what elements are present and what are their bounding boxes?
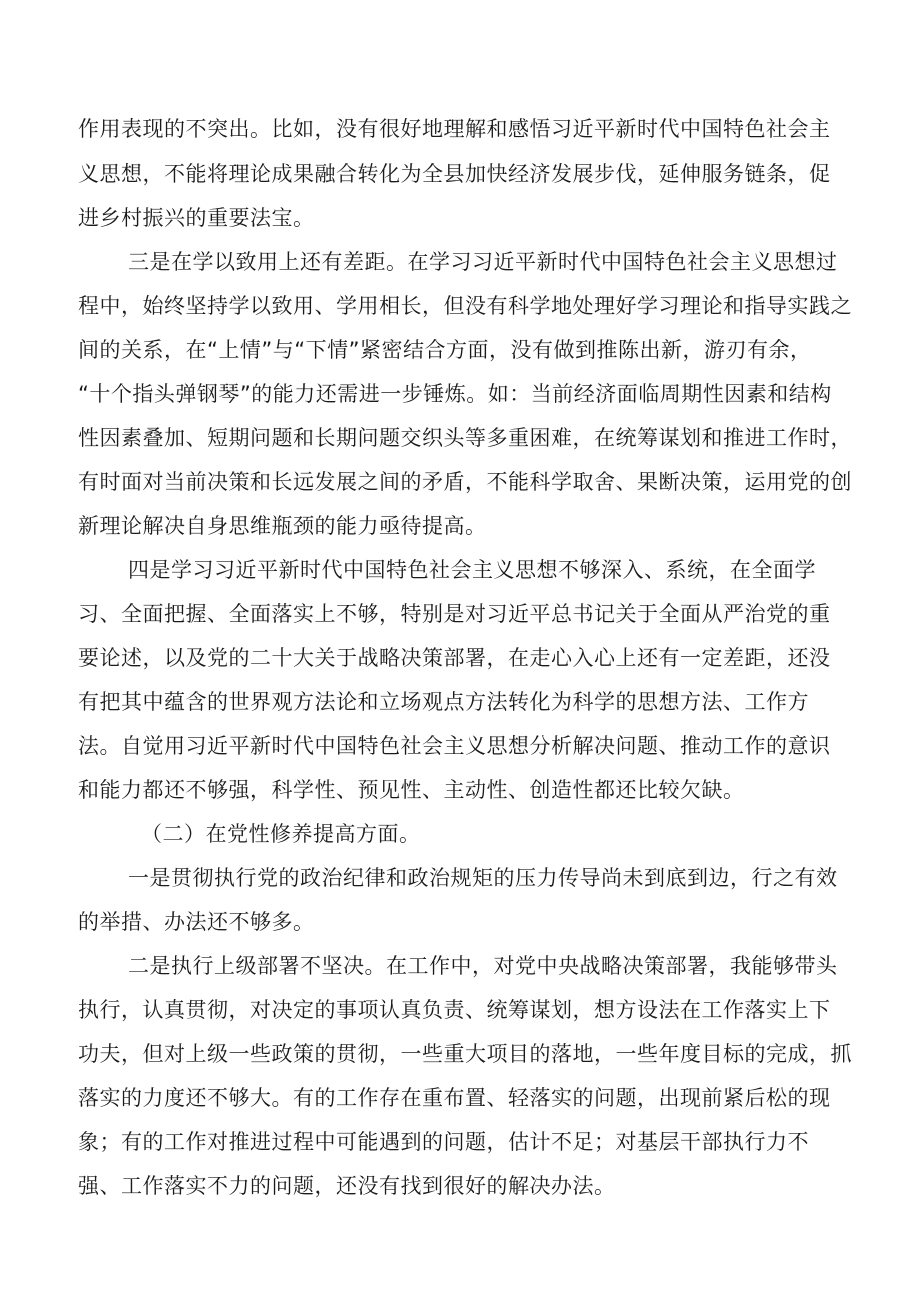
text-line: 新理论解决自身思维瓶颈的能力亟待提高。 [78,514,487,538]
text-line: 落实的力度还不够大。有的工作存在重布置、轻落实的问题，出现前紧后松的现 [78,1086,831,1110]
text-line: 进乡村振兴的重要法宝。 [78,206,315,230]
text-line: 二是执行上级部署不坚决。在工作中，对党中央战略决策部署，我能够带头 [128,954,838,978]
text-line: 四是学习习近平新时代中国特色社会主义思想不够深入、系统，在全面学 [128,558,816,582]
text-line: 的举措、办法还不够多。 [78,910,315,934]
text-line: 有把其中蕴含的世界观方法论和立场观点方法转化为科学的思想方法、工作方 [78,690,809,714]
text-line: 间的关系，在“上情”与“下情”紧密结合方面，没有做到推陈出新，游刃有余， [78,338,812,362]
text-line: 作用表现的不突出。比如，没有很好地理解和感悟习近平新时代中国特色社会主 [78,117,831,141]
text-line: 义思想，不能将理论成果融合转化为全县加快经济发展步伐，延伸服务链条，促 [78,162,831,186]
text-line: 功夫，但对上级一些政策的贯彻，一些重大项目的落地，一些年度目标的完成，抓 [78,1042,852,1066]
text-line: 一是贯彻执行党的政治纪律和政治规矩的压力传导尚未到底到边，行之有效 [128,866,838,890]
text-line: 法。自觉用习近平新时代中国特色社会主义思想分析解决问题、推动工作的意识 [78,734,831,758]
text-line: 象；有的工作对推进过程中可能遇到的问题，估计不足；对基层干部执行力不 [78,1130,809,1154]
text-line: 习、全面把握、全面落实上不够，特别是对习近平总书记关于全面从严治党的重 [78,602,831,626]
text-line: 和能力都还不够强，科学性、预见性、主动性、创造性都还比较欠缺。 [78,778,745,802]
section-heading: （二）在党性修养提高方面。 [141,822,421,846]
text-line: 程中，始终坚持学以致用、学用相长，但没有科学地处理好学习理论和指导实践之 [78,294,852,318]
text-line: 有时面对当前决策和长远发展之间的矛盾，不能科学取舍、果断决策，运用党的创 [78,470,852,494]
text-line: 要论述，以及党的二十大关于战略决策部署，在走心入心上还有一定差距，还没 [78,646,831,670]
text-line: 强、工作落实不力的问题，还没有找到很好的解决办法。 [78,1174,616,1198]
text-line: “十个指头弹钢琴”的能力还需进一步锤炼。如：当前经济面临周期性因素和结构 [78,382,832,406]
text-line: 执行，认真贯彻，对决定的事项认真负责、统筹谋划，想方设法在工作落实上下 [78,998,831,1022]
text-line: 三是在学以致用上还有差距。在学习习近平新时代中国特色社会主义思想过 [128,250,838,274]
text-line: 性因素叠加、短期问题和长期问题交织头等多重困难，在统筹谋划和推进工作时， [78,426,852,450]
